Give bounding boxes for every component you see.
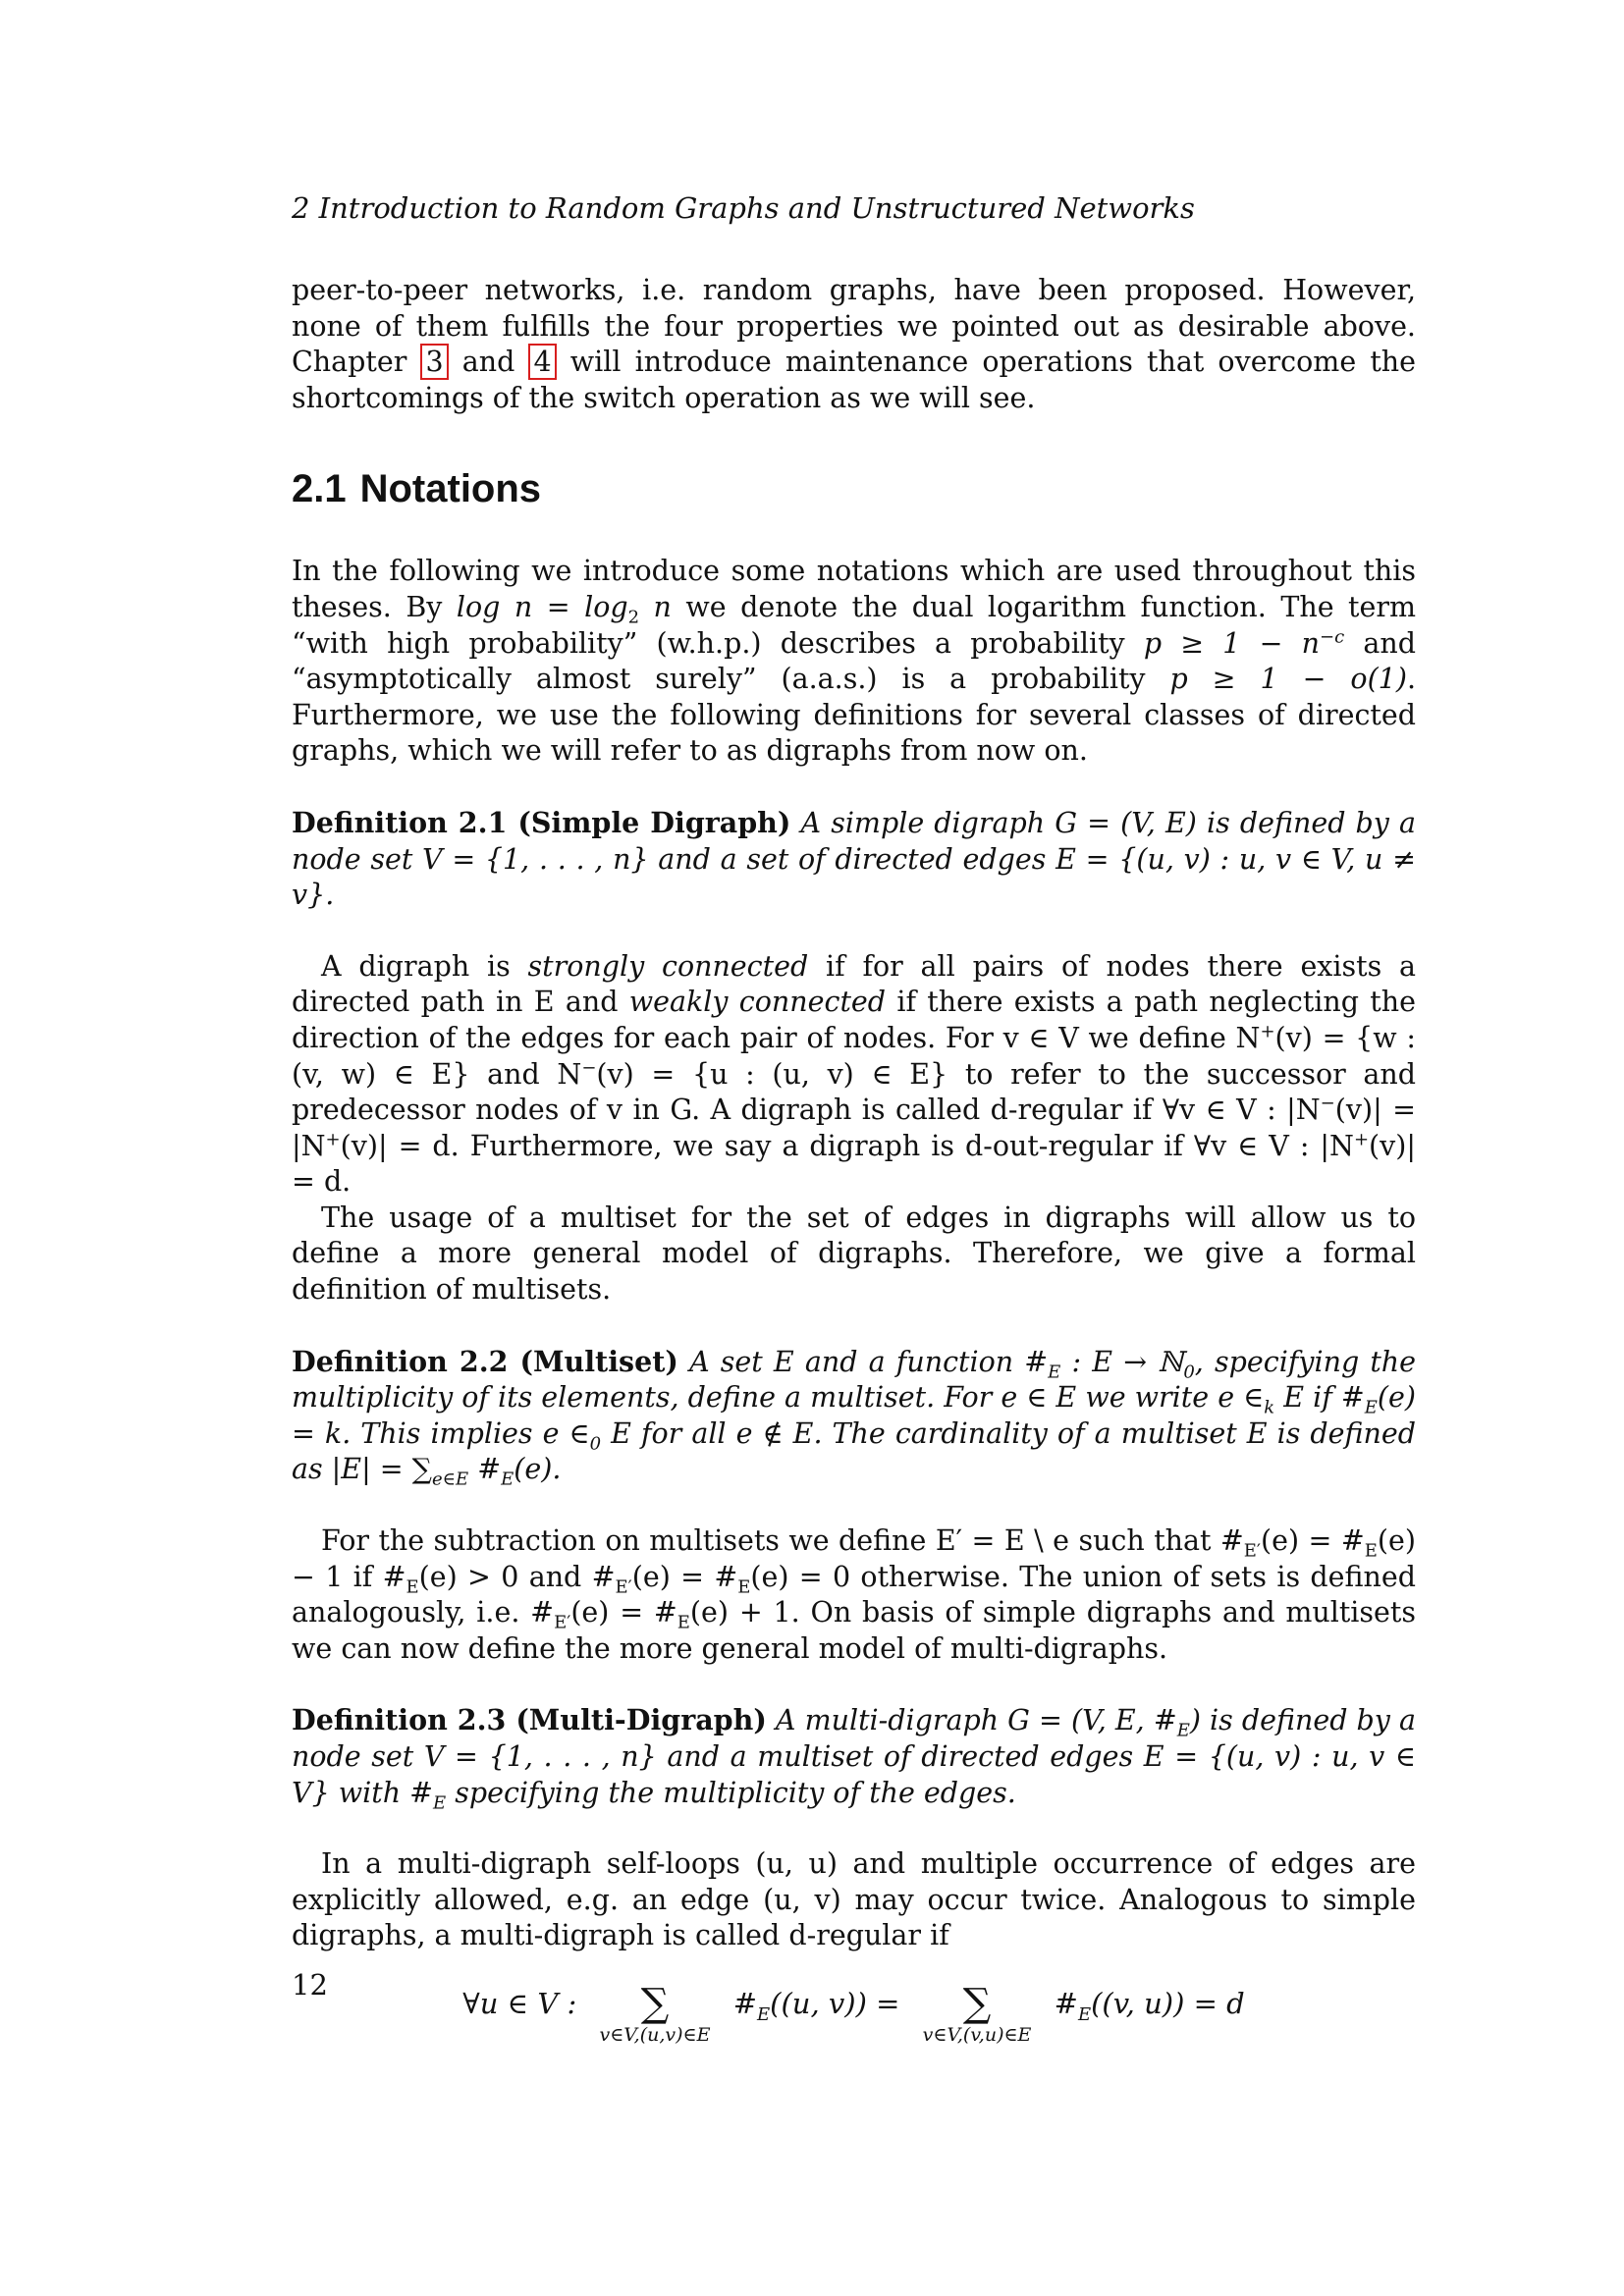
intro-paragraph: peer-to-peer networks, i.e. random graphs, have been proposed. However, none of them fulfills the four properties we pointed out as desirable above. Chapter 3 and 4 will introduce maintenance operations that overcome the shortcomings of the switch operation as we will see. (292, 274, 1416, 414)
definition-heading: Definition 2.3 (Multi-Digraph) (292, 1703, 767, 1737)
definition-multiset: Definition 2.2 (Multiset) A set E and a function $\#_E$ : E → ℕ$_0$, specifying the multiplicity of its elements, define a multiset. For e ∈ E we write e $\in_k$ E if $\#_E(e) = k$. This implies e $\in_0$ E for all e ∉ E. The cardinality of a multiset E is defined as $|E| = \sum_{e\in E}$ $\#_E(e)$. (292, 1344, 1417, 1491)
page-number: 12 (292, 1968, 328, 2002)
multiset-intro-paragraph: The usage of a multiset for the set of edges in digraphs will allow us to define a more general model of digraphs. Therefore, we give a formal definition of multisets. (292, 1201, 1416, 1307)
section-heading (292, 465, 1416, 512)
summation-right: ∑ v∈V,(v,u)∈E (922, 1980, 1032, 2046)
page-body (292, 273, 1416, 2047)
subtraction-paragraph: For the subtraction on multisets we define E′ = E \ e such that $\#_{E'}(e)$ = $\#_E(e) - 1$ if $\#_E(e) > 0$ and $\#_{E'}(e)$ = $\#_E(e) = 0$ otherwise. The union of sets is defined analogously, i.e. $\#_{E'}(e)$ = $\#_E(e) + 1$. On basis of simple digraphs and multisets we can now define the more general model of multi-digraphs. (292, 1524, 1417, 1665)
section-title: Notations (359, 467, 542, 511)
chapter-4-link[interactable]: 4 (528, 344, 556, 380)
definition-heading: Definition 2.2 (Multiset) (292, 1344, 678, 1378)
definition-heading: Definition 2.1 (Simple Digraph) (292, 805, 791, 839)
summation-left: ∑ v∈V,(u,v)∈E (599, 1980, 711, 2046)
section-number: 2.1 (292, 467, 347, 511)
regularity-formula: ∀u ∈ V : ∑ v∈V,(u,v)∈E $\#_E((u$, v)) = ∑ v∈V,(v,u)∈E $\#_E((v$, u)) = d (462, 1980, 1245, 2046)
definition-simple-digraph: Definition 2.1 (Simple Digraph) A simple digraph G = (V, E) is defined by a node set V = {1, . . . , n} and a set of directed edges E = {(u, v) : u, v ∈ V, u ≠ v}. (292, 805, 1417, 912)
multi-digraph-paragraph: In a multi-digraph self-loops (u, u) and multiple occurrence of edges are explicitly allowed, e.g. an edge (u, v) may occur twice. Analogous to simple digraphs, a multi-digraph is called d-regular if (292, 1847, 1416, 1952)
running-header: 2 Introduction to Random Graphs and Unstructured Networks (292, 191, 1195, 225)
definition-multi-digraph: Definition 2.3 (Multi-Digraph) A multi-digraph G = (V, E, $\#_E$) is defined by a node set V = {1, . . . , n} and a multiset of directed edges E = {(u, v) : u, v ∈ V} with $\#_E$ specifying the multiplicity of the edges. (292, 1703, 1416, 1814)
notations-paragraph: In the following we introduce some notations which are used throughout this theses. By $\log n = \log_2 n$ we denote the dual logarithm function. The term “with high probability” (w.h.p.) describes a probability $p \ge 1 - n^{-c}$ and “asymptotically almost surely” (a.a.s.) is a probability p ≥ 1 − o(1). Furthermore, we use the following definitions for several classes of directed graphs, which we will refer to as digraphs from now on. (292, 555, 1417, 768)
chapter-3-link[interactable]: 3 (420, 344, 448, 380)
connectivity-paragraph: A digraph is strongly connected if for all pairs of nodes there exists a directed path in E and weakly connected if there exists a path neglecting the direction of the edges for each pair of nodes. For v ∈ V we define N+(v) = {w : (v, w) ∈ E} and N−(v) = {u : (u, v) ∈ E} to refer to the successor and predecessor nodes of v in G. A digraph is called d-regular if ∀v ∈ V : |N−(v)| = |N+(v)| = d. Furthermore, we say a digraph is d-out-regular if ∀v ∈ V : |N+(v)| = d. (292, 949, 1416, 1199)
